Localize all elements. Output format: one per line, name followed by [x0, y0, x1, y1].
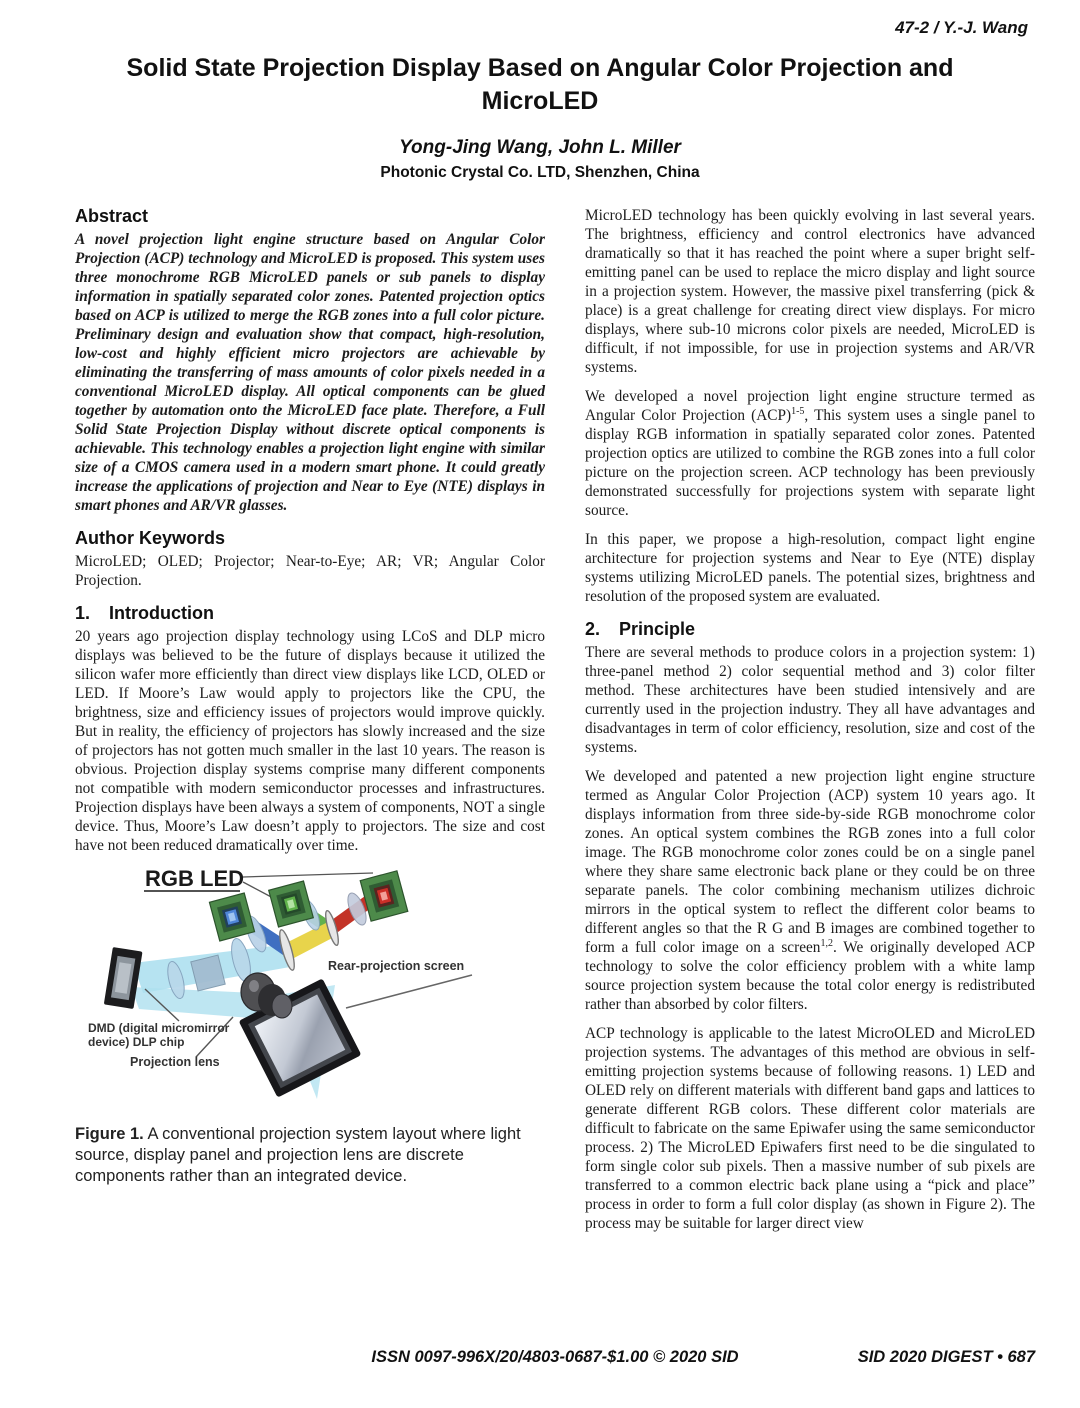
- pcb-board-red: [360, 871, 408, 921]
- paragraph-color-methods: There are several methods to produce colors in a projection system: 1) three-panel method 2) color sequential method and 3) color filter method. These architectures have been studied intensively and are currently used in the projection industry. They all have advantages and disadvantages in term of color efficiency, resolution, size and cost of the systems.: [585, 644, 1035, 756]
- intro-paragraph: 20 years ago projection display technology using LCoS and DLP micro displays was believed to be the future of displays because it utilized the silicon wafer more efficiently than direct view displays like LCD, OLED or LED. If Moore’s Law would apply to projectors like the CPU, the brightness, size and efficiency issues of projectors would improve quickly. But in reality, the efficiency of projectors has slowly increased and the size of projectors has not gotten much smaller in the last 10 years. The reason is obvious. Projection display systems comprise many different components not compatible with modern semiconductor processes and infrastructures. Projection displays have been always a system of components, NOT a single device. Thus, Moore’s Law doesn’t apply to projectors. The size and cost have not been reduced dramatically over time.: [75, 628, 545, 854]
- page-footer: [75, 1348, 1035, 1372]
- citation-1-2: 1,2: [820, 937, 833, 949]
- paragraph-this-paper: In this paper, we propose a high-resolution, compact light engine architecture for projection systems and Near to Eye (NTE) display systems utilizing MicroLED panels. The potential sizes, brightness and resolution of the proposed system are evaluated.: [585, 531, 1035, 605]
- section-1-heading: [75, 603, 545, 624]
- two-column-body: [75, 206, 1035, 1233]
- paragraph-acp-novel: [585, 387, 1035, 520]
- footer-issn: ISSN 0097-996X/20/4803-0687-$1.00 © 2020 SID: [371, 1348, 739, 1366]
- figure-1-caption-label: Figure 1.: [75, 1125, 144, 1143]
- figure-label-dmd-line2: device) DLP chip: [88, 1035, 185, 1049]
- footer-digest: SID 2020 DIGEST • 687: [857, 1348, 1035, 1366]
- figure-1-diagram: [75, 859, 545, 1109]
- figure-label-screen: Rear-projection screen: [328, 959, 465, 973]
- citation-1-5: 1-5: [791, 405, 805, 417]
- abstract-heading: Abstract: [75, 206, 149, 226]
- paper-authors: Yong-Jing Wang, John L. Miller: [399, 137, 681, 158]
- section-2-title: Principle: [619, 619, 696, 639]
- screen-leader: [346, 975, 472, 1008]
- keywords-text: MicroLED; OLED; Projector; Near-to-Eye; AR; VR; Angular Color Projection.: [75, 553, 545, 589]
- paper-title: Solid State Projection Display Based on Angular Color Projection and MicroLED: [126, 54, 954, 115]
- right-column: [585, 206, 1035, 1233]
- rgb-led-leader-1: [243, 873, 373, 877]
- section-2-heading: [585, 619, 1035, 640]
- paragraph-acp-novel-pre: We developed a novel projection light engine structure termed as Angular Color Projection (ACP): [585, 388, 1035, 424]
- paragraph-acp-novel-post: , This system uses a single panel to display RGB information in spatially separated color zones. Patented projection optics are utilized to combine the RGB zones into a full color picture on the projection screen. ACP technology has been previously demonstrated successfully for projections system with separate light source.: [585, 407, 1036, 519]
- keywords-heading: Author Keywords: [75, 528, 226, 548]
- paragraph-acp-patented-pre: We developed and patented a new projection light engine structure termed as Angular Color Projection (ACP) system 10 years ago. It displays information from three side-by-side RGB monochrome color zones. An optical system combines the RGB zones into a full color image. The RGB monochrome color zones could be on a single panel where they share same electronic back plane or they could be on three separate panels. The color combining mechanism utilizes dichroic mirrors in the optical system to reflect the different color beams to different angles so that the R G and B images are combined together to form a full color image on a screen: [585, 768, 1035, 956]
- paper-affiliation: Photonic Crystal Co. LTD, Shenzhen, China: [380, 164, 700, 181]
- abstract-text: A novel projection light engine structure based on Angular Color Projection (ACP) technology and MicroLED is proposed. This system uses three monochrome RGB MicroLED panels or sub panels to display information in spatially separated color zones. Patented projection optics based on ACP is utilized to merge the RGB zones into a full color picture. Preliminary design and evaluation show that compact, high-resolution, low-cost and highly efficient micro projectors are achievable by eliminating the transferring of mass amounts of color pixels needed in a conventional MicroLED display. All optical components can be glued together by automation onto the MicroLED face plate. Therefore, a Full Solid State Projection Display without discrete optical components is achievable. This technology enables a projection light engine with similar size of a CMOS camera used in a modern smart phone. It could greatly increase the applications of projection and Near to Eye (NTE) displays in smart phones and AR/VR glasses.: [75, 231, 545, 514]
- figure-1-caption: [75, 1124, 545, 1187]
- figure-label-dmd-line1: DMD (digital micromirror: [88, 1021, 230, 1035]
- paragraph-acp-patented: [585, 767, 1035, 1014]
- section-1-title: Introduction: [109, 603, 214, 623]
- section-2-number: 2.: [585, 619, 601, 639]
- paragraph-microled-evolving: MicroLED technology has been quickly evolving in last several years. The brightness, efficiency and control electronics have advanced dramatically so that it has reached the point where a super bright self-emitting panel can be used to replace the micro display and light source in a projection system. However, the massive pixel transferring (pick & place) is a great challenge for creating direct view displays. For micro displays, where sub-10 microns color pixels are needed, MicroLED is difficult, if not impossible, for use in projection systems and AR/VR systems.: [585, 207, 1035, 376]
- figure-1: [75, 859, 545, 1187]
- figure-1-caption-text: A conventional projection system layout where light source, display panel and projection lens are discrete components rather than an integrated device.: [75, 1125, 521, 1185]
- paragraph-acp-patented-post: . We originally developed ACP technology to solve the color efficiency problem with a white lamp source projection system because the total color energy is redistributed rather than absorbed by color filters.: [585, 939, 1035, 1013]
- running-head: 47-2 / Y.-J. Wang: [895, 18, 1028, 37]
- section-1-number: 1.: [75, 603, 91, 623]
- figure-label-rgb-led: RGB LED: [145, 866, 244, 891]
- pcb-board-blue: [209, 893, 254, 941]
- left-column: [75, 206, 545, 1233]
- paragraph-acp-applicable: ACP technology is applicable to the latest MicroOLED and MicroLED projection systems. The advantages of this method are obvious in self-emitting projection systems because of following reasons. 1) LED and OLED rely on different materials with different band gaps and lattices to generate different RGB colors. These different color materials are difficult to fabricate on the same Epiwafer using the same semiconductor process. 2) The MicroLED Epiwafers first need to be die singulated to form single color sub pixels. Then a massive number of sub pixels are transferred to a common electric back plane using a “pick and place” process in order to form a full color display (as shown in Figure 2). The process may be suitable for larger direct view: [585, 1025, 1035, 1232]
- figure-label-projection-lens: Projection lens: [130, 1055, 220, 1069]
